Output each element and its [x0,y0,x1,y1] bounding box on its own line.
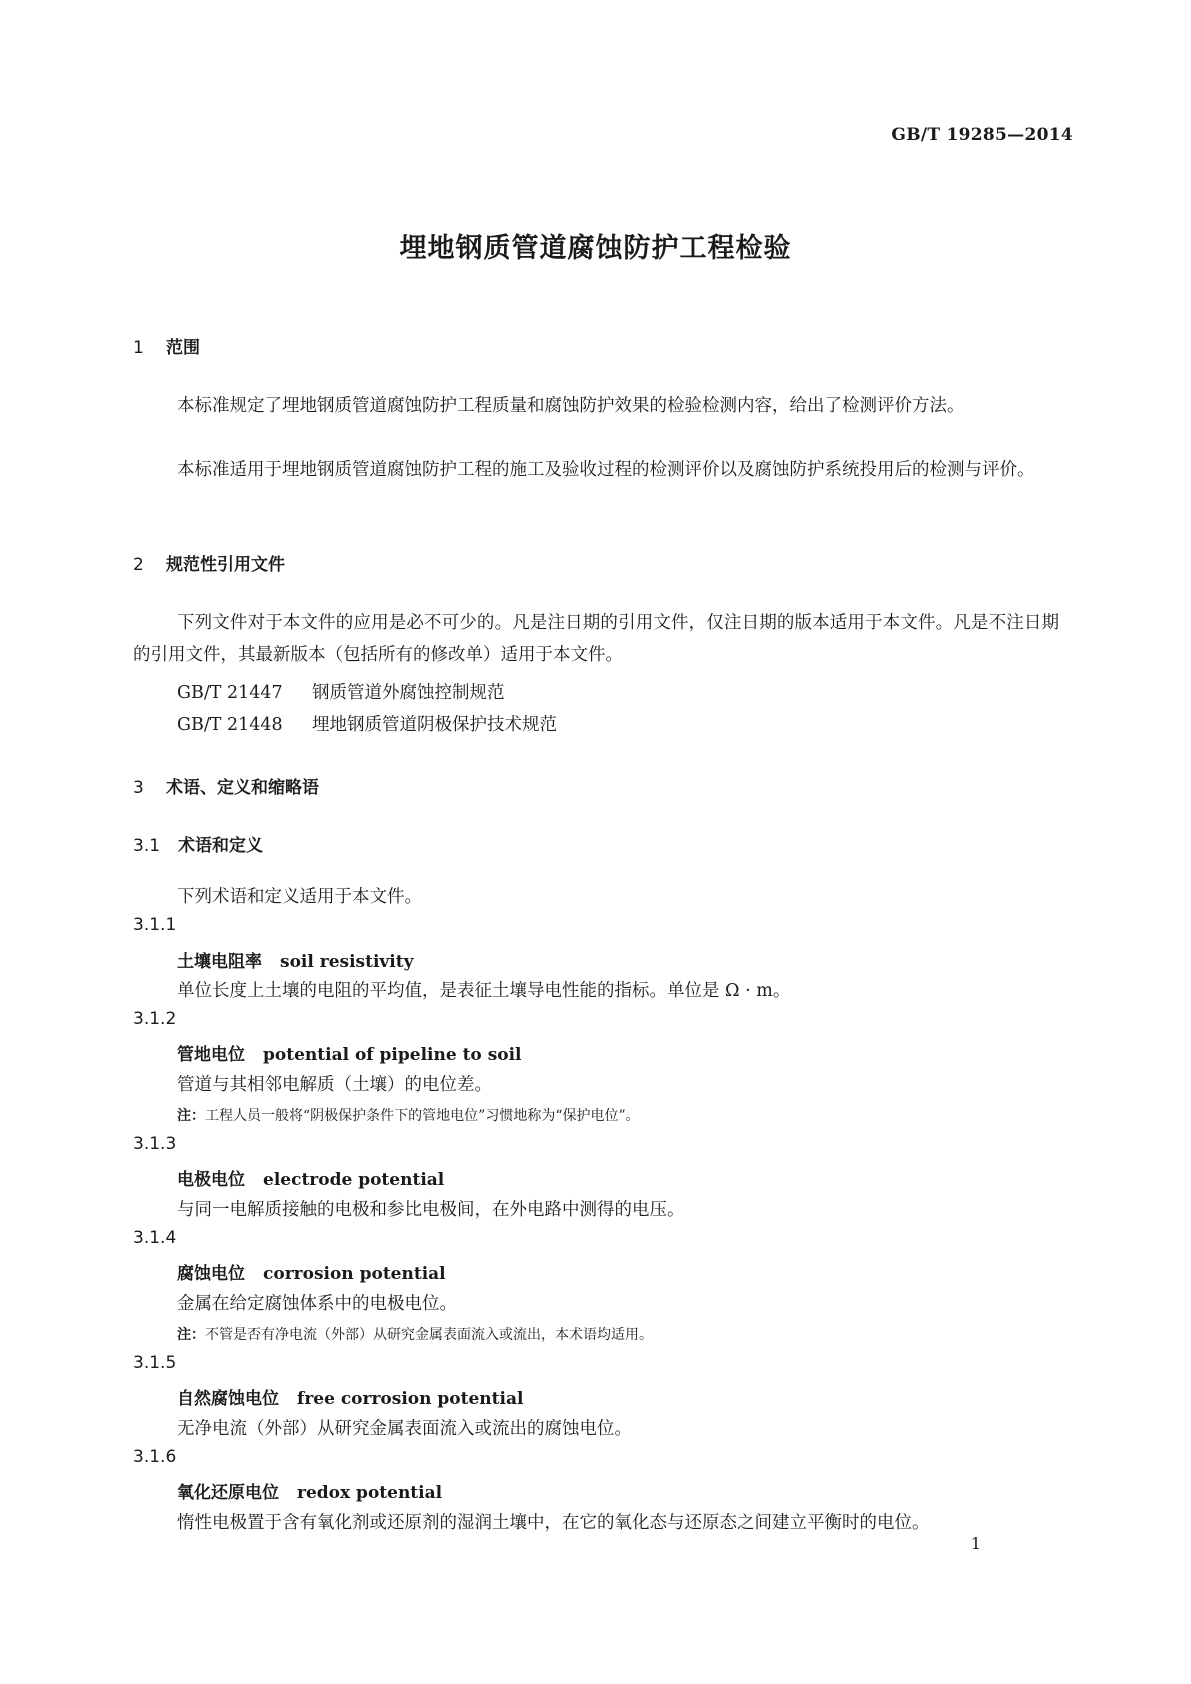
term-name [177,1165,444,1190]
term-en: potential of pipeline to soil [263,1045,522,1065]
term-zh: 管地电位 [177,1045,245,1065]
document-title: 埋地钢质管道腐蚀防护工程检验 [399,233,792,264]
term-note [177,1105,640,1125]
term-definition: 单位长度上土壤的电阻的平均值，是表征土壤导电性能的指标。单位是 Ω · m。 [177,981,791,1001]
term-zh: 氧化还原电位 [177,1483,279,1503]
term-note [177,1324,653,1344]
term-number: 3.1.6 [133,1447,177,1467]
section-title: 规范性引用文件 [166,555,285,575]
term-number: 3.1.3 [133,1134,177,1154]
term-zh: 电极电位 [177,1170,245,1190]
section-title: 术语、定义和缩略语 [166,778,319,798]
reference-item [177,679,505,704]
term-number: 3.1.1 [133,915,177,935]
section-title: 术语和定义 [178,836,263,856]
page-number: 1 [970,1534,981,1553]
term-name [177,1259,446,1284]
reference-title: 钢质管道外腐蚀控制规范 [312,683,505,703]
reference-code: GB/T 21448 [177,715,283,735]
term-definition: 惰性电极置于含有氧化剂或还原剂的湿润土壤中，在它的氧化态与还原态之间建立平衡时的电位。 [177,1513,930,1533]
note-label: 注： [177,1108,205,1124]
term-en: redox potential [297,1483,443,1503]
standard-number: GB/T 19285—2014 [891,125,1073,145]
section-number: 3 [133,778,144,798]
section-1-heading [133,333,200,358]
term-en: electrode potential [263,1170,445,1190]
section-title: 范围 [166,338,200,358]
term-definition: 无净电流（外部）从研究金属表面流入或流出的腐蚀电位。 [177,1419,632,1439]
reference-title: 埋地钢质管道阴极保护技术规范 [312,715,557,735]
term-number: 3.1.2 [133,1009,177,1029]
term-en: free corrosion potential [297,1389,524,1409]
note-text: 不管是否有净电流（外部）从研究金属表面流入或流出，本术语均适用。 [205,1327,653,1343]
section-number: 2 [133,555,144,575]
term-en: corrosion potential [263,1264,446,1284]
paragraph: 本标准规定了埋地钢质管道腐蚀防护工程质量和腐蚀防护效果的检验检测内容，给出了检测评价方法。 [177,396,965,416]
reference-code: GB/T 21447 [177,683,283,703]
term-number: 3.1.5 [133,1353,177,1373]
section-3-heading [133,773,319,798]
term-name [177,1040,522,1065]
term-definition: 与同一电解质接触的电极和参比电极间，在外电路中测得的电压。 [177,1200,685,1220]
section-number: 1 [133,338,144,358]
paragraph: 下列术语和定义适用于本文件。 [177,887,422,907]
term-definition: 管道与其相邻电解质（土壤）的电位差。 [177,1075,492,1095]
note-text: 工程人员一般将“阴极保护条件下的管地电位”习惯地称为“保护电位”。 [205,1108,640,1124]
paragraph: 本标准适用于埋地钢质管道腐蚀防护工程的施工及验收过程的检测评价以及腐蚀防护系统投用后的检测与评价。 [177,460,1035,480]
section-number: 3.1 [133,836,161,856]
term-name [177,1384,523,1409]
term-definition: 金属在给定腐蚀体系中的电极电位。 [177,1294,457,1314]
paragraph: 下列文件对于本文件的应用是必不可少的。凡是注日期的引用文件，仅注日期的版本适用于本文件。凡是不注日期的引用文件，其最新版本（包括所有的修改单）适用于本文件。 [133,613,1059,665]
reference-item [177,711,557,736]
term-name [177,947,414,972]
term-name [177,1478,442,1503]
subsection-3-1-heading [133,831,263,856]
term-zh: 自然腐蚀电位 [177,1389,279,1409]
term-number: 3.1.4 [133,1228,177,1248]
term-zh: 土壤电阻率 [177,952,262,972]
section-2-heading [133,550,285,575]
term-en: soil resistivity [280,952,414,972]
note-label: 注： [177,1327,205,1343]
term-zh: 腐蚀电位 [177,1264,245,1284]
